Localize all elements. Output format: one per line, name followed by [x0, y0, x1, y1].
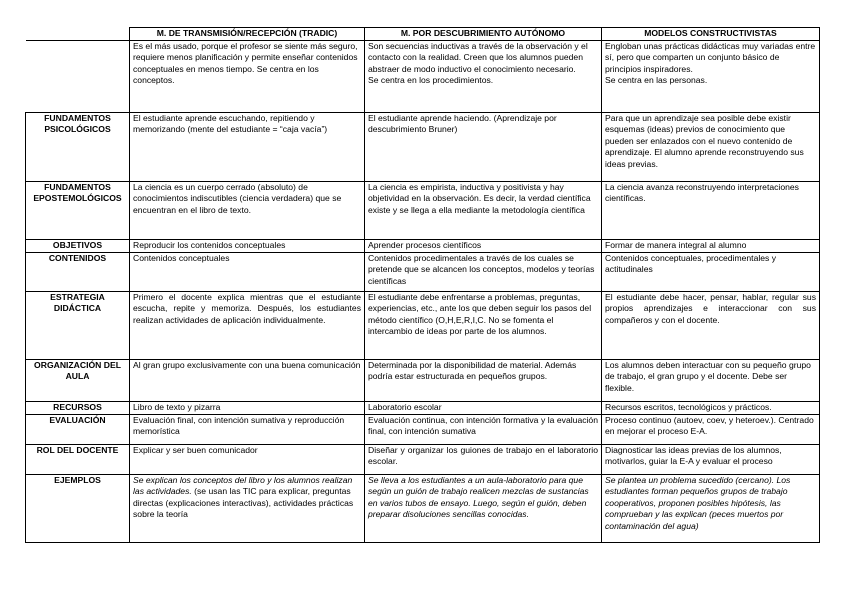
cell-transmision: Evaluación final, con intención sumativa y reproducción memorística	[130, 414, 365, 444]
cell-transmision: El estudiante aprende escuchando, repitiendo y memorizando (mente del estudiante = “caja vacía”)	[130, 112, 365, 181]
cell-constructivistas: Para que un aprendizaje sea posible debe existir esquemas (ideas) previos de conocimiento que pueden ser enlazados con el nuevo contenido de aprendizaje. El alumno aprende reconstruyendo sus ideas previas.	[602, 112, 820, 181]
cell-descubrimiento: El estudiante aprende haciendo. (Aprendizaje por descubrimiento Bruner)	[365, 112, 602, 181]
row-label: ORGANIZACIÓN DEL AULA	[26, 359, 130, 401]
cell-transmision: Explicar y ser buen comunicador	[130, 444, 365, 474]
intro-descubrimiento	[365, 40, 602, 112]
corner-cell	[26, 28, 130, 41]
ejemplo-transmision-italic: Se explican los conceptos del libro y los alumnos realizan las actividades.	[133, 474, 353, 496]
intro-row	[26, 40, 820, 112]
cell-transmision: Primero el docente explica mientras que el estudiante escucha, repite y memoriza. Después, los estudiantes realizan actividades de aplicación individualmente.	[130, 291, 365, 359]
header-row	[26, 28, 820, 41]
row-label: EJEMPLOS	[26, 474, 130, 542]
cell-descubrimiento: Se lleva a los estudiantes a un aula-laboratorio para que según un guión de trabajo realicen mezclas de sustancias en varios tubos de ensayo. Luego, según el guión, deben preparar disoluciones sencillas conocidas.	[365, 474, 602, 542]
header-transmision: M. DE TRANSMISIÓN/RECEPCIÓN (TRADIC)	[130, 28, 365, 41]
cell-transmision: Al gran grupo exclusivamente con una buena comunicación	[130, 359, 365, 401]
intro-descubrimiento-text: Son secuencias inductivas a través de la observación y el contacto con la realidad. Creen que los alumnos pueden abstraer de modo inductivo el conocimiento necesario.	[368, 40, 588, 74]
row-label: CONTENIDOS	[26, 252, 130, 291]
cell-constructivistas: Se plantea un problema sucedido (cercano). Los estudiantes forman pequeños grupos de trabajo cooperativos, proponen posibles hipótesis, las comprueban y las explican (peces muertos por contaminación del agua)	[602, 474, 820, 542]
cell-descubrimiento: Contenidos procedimentales a través de los cuales se pretende que se alcancen los conceptos, modelos y teorías científicas	[365, 252, 602, 291]
cell-descubrimiento: La ciencia es empirista, inductiva y positivista y hay objetividad en la observación. Es decir, la verdad científica existe y se llega a ella mediante la metodología científica	[365, 181, 602, 239]
row-organizacion-aula	[26, 359, 820, 401]
intro-transmision: Es el más usado, porque el profesor se siente más seguro, requiere menos planificación y permite enseñar contenidos conceptuales en menos tiempo. Se centra en los conceptos.	[130, 40, 365, 112]
cell-constructivistas: Diagnosticar las ideas previas de los alumnos, motivarlos, guiar la E-A y evaluar el proceso	[602, 444, 820, 474]
cell-transmision: Libro de texto y pizarra	[130, 401, 365, 414]
intro-empty-cell	[26, 40, 130, 112]
row-evaluacion	[26, 414, 820, 444]
row-estrategia-didactica	[26, 291, 820, 359]
cell-descubrimiento: Diseñar y organizar los guiones de trabajo en el laboratorio escolar.	[365, 444, 602, 474]
row-label: ESTRATEGIA DIDÁCTICA	[26, 291, 130, 359]
header-descubrimiento: M. POR DESCUBRIMIENTO AUTÓNOMO	[365, 28, 602, 41]
cell-descubrimiento: Laboratorio escolar	[365, 401, 602, 414]
cell-constructivistas: Los alumnos deben interactuar con su pequeño grupo de trabajo, el gran grupo y el docente. Debe ser flexible.	[602, 359, 820, 401]
row-label: ROL DEL DOCENTE	[26, 444, 130, 474]
row-label: RECURSOS	[26, 401, 130, 414]
row-fundamentos-epistemologicos	[26, 181, 820, 239]
row-contenidos	[26, 252, 820, 291]
row-fundamentos-psicologicos	[26, 112, 820, 181]
cell-descubrimiento: El estudiante debe enfrentarse a problemas, preguntas, experiencias, etc., ante los que deben seguir los pasos del método científico (O,H,E,R,I,C. No se fomenta el intercambio de ideas por parte de los alumnos.	[365, 291, 602, 359]
cell-transmision: Contenidos conceptuales	[130, 252, 365, 291]
cell-descubrimiento: Evaluación continua, con intención formativa y la evaluación final, con intención sumativa	[365, 414, 602, 444]
cell-transmision: Reproducir los contenidos conceptuales	[130, 239, 365, 252]
row-label: FUNDAMENTOS EPOSTEMOLÓGICOS	[26, 181, 130, 239]
intro-constructivistas	[602, 40, 820, 112]
cell-constructivistas: El estudiante debe hacer, pensar, hablar, regular sus propios aprendizajes e interaccionar con sus compañeros y con el docente.	[602, 291, 820, 359]
row-ejemplos	[26, 474, 820, 542]
row-objetivos	[26, 239, 820, 252]
row-label: FUNDAMENTOS PSICOLÓGICOS	[26, 112, 130, 181]
row-rol-docente	[26, 444, 820, 474]
cell-constructivistas: La ciencia avanza reconstruyendo interpretaciones científicas.	[602, 181, 820, 239]
header-constructivistas: MODELOS CONSTRUCTIVISTAS	[602, 28, 820, 41]
cell-constructivistas: Formar de manera integral al alumno	[602, 239, 820, 252]
row-label: EVALUACIÓN	[26, 414, 130, 444]
ejemplo-transmision-normal: (se usan las TIC para explicar, preguntas directas (explicaciones interactivas), actividades prácticas sobre la teoría	[133, 486, 354, 519]
cell-constructivistas: Proceso continuo (autoev, coev, y heteroev.). Centrado en mejorar el proceso E-A.	[602, 414, 820, 444]
row-label: OBJETIVOS	[26, 239, 130, 252]
intro-constructivistas-focus: Se centra en las personas.	[605, 75, 708, 85]
intro-descubrimiento-focus: Se centra en los procedimientos.	[368, 75, 494, 85]
cell-constructivistas: Recursos escritos, tecnológicos y prácticos.	[602, 401, 820, 414]
cell-descubrimiento: Aprender procesos científicos	[365, 239, 602, 252]
intro-constructivistas-text: Engloban unas prácticas didácticas muy variadas entre sí, pero que comparten un conjunto básico de principios inspiradores.	[605, 40, 816, 74]
cell-constructivistas: Contenidos conceptuales, procedimentales y actitudinales	[602, 252, 820, 291]
didactic-models-table	[25, 27, 820, 543]
row-recursos	[26, 401, 820, 414]
cell-transmision	[130, 474, 365, 542]
cell-descubrimiento: Determinada por la disponibilidad de material. Además podría estar estructurada en pequeños grupos.	[365, 359, 602, 401]
cell-transmision: La ciencia es un cuerpo cerrado (absoluto) de conocimientos indiscutibles (ciencia verdadera) que se encuentran en el libro de texto.	[130, 181, 365, 239]
